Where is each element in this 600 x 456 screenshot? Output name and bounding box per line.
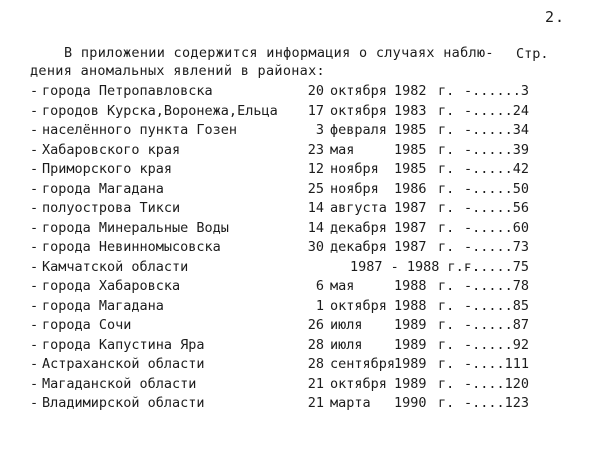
intro-line-2: дения аномальных явлений в районах: [30,63,325,79]
list-item [30,258,590,278]
entry-day: 26 [307,317,324,333]
entry-month: декабря [330,219,387,236]
list-dash: - [30,141,39,158]
entry-year-abbrev: г. [438,83,455,99]
entry-year-abbrev: г. [438,336,455,353]
list-item [30,277,590,297]
entry-month: февраля [330,122,387,138]
entry-page-ref: -.....92 [464,336,530,353]
entry-page-ref: -.....34 [464,122,530,138]
entry-page-ref: -.....42 [464,161,530,177]
entry-page-ref: -....120 [464,375,530,392]
list-dash: - [30,180,39,197]
entry-month: декабря [330,239,387,255]
list-dash: - [30,317,39,333]
entry-year: 1985 [394,122,427,138]
entry-month: сентября [330,356,396,372]
entry-day: 21 [307,395,324,411]
entry-year: 1987 [394,200,427,216]
entry-month: мая [330,278,355,294]
entry-year-abbrev: г. [438,122,455,138]
list-dash: - [30,102,39,119]
list-item [30,102,590,122]
list-item [30,375,590,395]
entry-month: октября [330,297,387,314]
entry-year: 1987 [394,239,427,255]
entry-month: марта [330,395,371,411]
list-dash: - [30,278,39,294]
entry-year-abbrev: г. [438,102,455,119]
list-item [30,121,590,141]
entry-year: 1987 [394,219,427,236]
intro-line-1: В приложении содержится информация о случаях наблю- [64,45,494,61]
entry-place: Магаданской области [42,375,197,392]
entry-page-ref: -.....39 [464,141,530,158]
entry-year: 1989 [394,336,427,353]
entry-place: города Хабаровска [42,278,181,294]
entry-year-abbrev: г. [438,219,455,236]
entry-page-ref: -.....56 [464,200,530,216]
entry-page-ref: -.....87 [464,317,530,333]
entry-page-ref: -....111 [464,356,530,372]
entry-year: 1988 [394,278,427,294]
entry-page-ref: -.....75 [464,258,530,275]
entry-year-abbrev: г. [438,200,455,216]
entry-page-ref: -.....78 [464,278,530,294]
list-dash: - [30,122,39,138]
intro-paragraph [30,44,494,80]
entry-month: июля [330,317,363,333]
entry-page-ref: -.....85 [464,297,530,314]
entry-page-ref: -.....60 [464,219,530,236]
entry-place: полуострова Тикси [42,200,181,216]
entry-year-abbrev: г. [438,375,455,392]
entry-day: 28 [307,356,324,372]
list-item [30,219,590,239]
entry-month: ноября [330,161,379,177]
entry-day: 20 [307,83,324,99]
list-dash: - [30,239,39,255]
entry-year-abbrev: г. [438,278,455,294]
entry-place: города Сочи [42,317,132,333]
list-dash: - [30,83,39,99]
entry-day: 6 [315,278,324,294]
entry-day: 1 [315,297,324,314]
entry-page-ref: -.....24 [464,102,530,119]
entry-page-ref: -.....50 [464,180,530,197]
entries-list [30,82,590,414]
entry-place: города Минеральные Воды [42,219,229,236]
entry-year-abbrev: г. [438,395,455,411]
entry-place: Владимирской области [42,395,205,411]
list-item [30,394,590,414]
entry-year: 1989 [394,375,427,392]
list-dash: - [30,395,39,411]
list-dash: - [30,161,39,177]
list-item [30,336,590,356]
list-item [30,238,590,258]
entry-year-abbrev: г. [438,180,455,197]
entry-day: 3 [315,122,324,138]
entry-year-abbrev: г. [438,297,455,314]
entry-month: июля [330,336,363,353]
entry-month: августа [330,200,387,216]
list-item [30,355,590,375]
entry-year: 1983 [394,102,427,119]
entry-page-ref: -....123 [464,395,530,411]
entry-place: города Петропавловска [42,83,213,99]
entry-day: 14 [307,200,324,216]
entry-day: 23 [307,141,324,158]
entry-month: ноября [330,180,379,197]
entry-year-abbrev: г. [438,161,455,177]
entry-place: Приморского края [42,161,173,177]
list-item [30,297,590,317]
entry-year-abbrev: г. [438,239,455,255]
entry-day: 12 [307,161,324,177]
entry-place: города Невинномысовска [42,239,221,255]
entry-year: 1989 [394,356,427,372]
entry-month: мая [330,141,355,158]
entry-place: Камчатской области [42,258,189,275]
entry-place: Астраханской области [42,356,205,372]
entry-page-ref: -.....73 [464,239,530,255]
list-item [30,199,590,219]
entry-day: 14 [307,219,324,236]
entry-place: городов Курска,Воронежа,Ельца [42,102,278,119]
entry-day: 17 [307,102,324,119]
page-column-header: Стр. [516,46,549,62]
entry-month: октября [330,375,387,392]
entry-place: Хабаровского края [42,141,181,158]
list-item [30,316,590,336]
entry-day: 25 [307,180,324,197]
entry-day: 28 [307,336,324,353]
list-dash: - [30,375,39,392]
entry-year: 1988 [394,297,427,314]
list-dash: - [30,336,39,353]
entry-place: населённого пункта Гозен [42,122,238,138]
entry-day: 30 [307,239,324,255]
list-item [30,141,590,161]
entry-year: 1985 [394,141,427,158]
list-item [30,82,590,102]
entry-place: города Магадана [42,180,164,197]
list-dash: - [30,297,39,314]
list-dash: - [30,219,39,236]
entry-day: 21 [307,375,324,392]
entry-year: 1986 [394,180,427,197]
list-dash: - [30,200,39,216]
entry-month: октября [330,83,387,99]
entry-date-range: 1987 - 1988 г.г. [350,258,481,275]
page-number: 2. [544,8,565,26]
entry-month: октября [330,102,387,119]
entry-place: города Магадана [42,297,164,314]
list-item [30,180,590,200]
entry-year: 1990 [394,395,427,411]
entry-page-ref: -......3 [464,83,530,99]
entry-year: 1982 [394,83,427,99]
list-item [30,160,590,180]
list-dash: - [30,356,39,372]
entry-year-abbrev: г. [438,141,455,158]
entry-year: 1985 [394,161,427,177]
entry-place: города Капустина Яра [42,336,205,353]
list-dash: - [30,258,39,275]
entry-year: 1989 [394,317,427,333]
entry-year-abbrev: г. [438,356,455,372]
entry-year-abbrev: г. [438,317,455,333]
